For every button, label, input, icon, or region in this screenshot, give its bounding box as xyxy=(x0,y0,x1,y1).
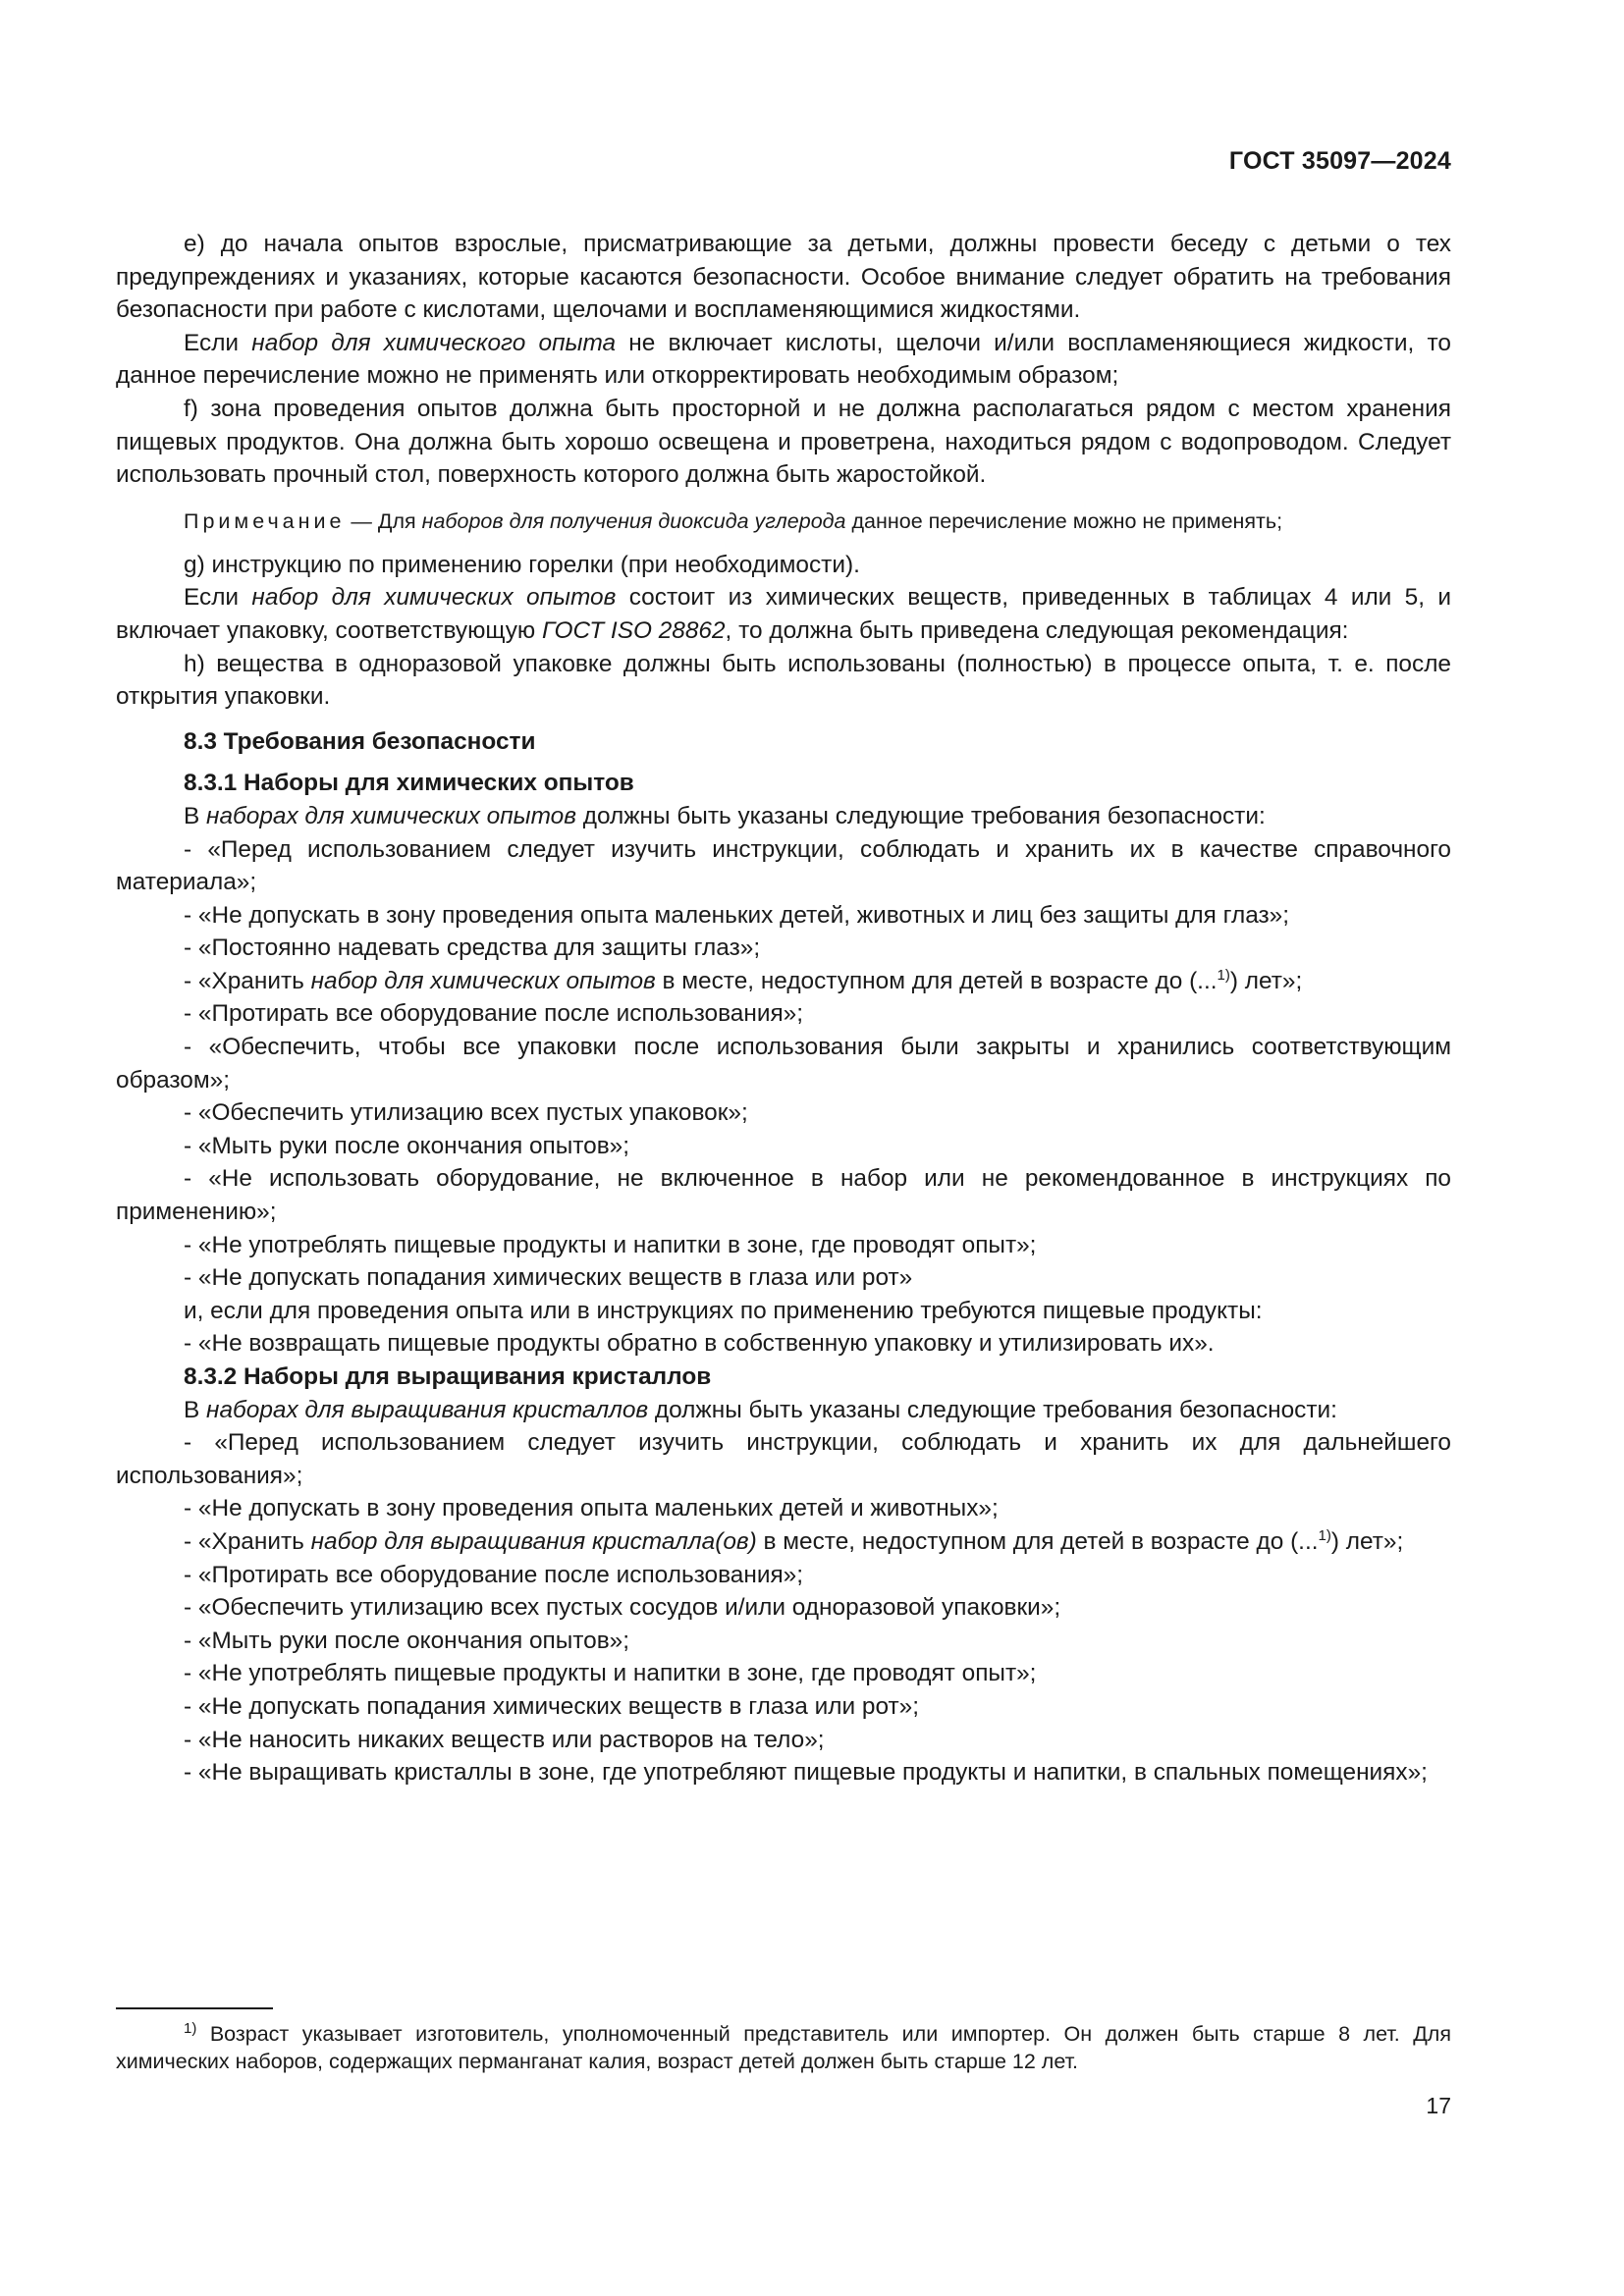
footnote-reference: 1) xyxy=(1318,1526,1331,1544)
list-item: - «Не допускать попадания химических веществ в глаза или рот»; xyxy=(184,1692,920,1720)
footnote-mark: 1) xyxy=(184,2019,197,2037)
document-header: ГОСТ 35097—2024 xyxy=(1228,147,1451,175)
list-item: - «Не употреблять пищевые продукты и напитки в зоне, где проводят опыт»; xyxy=(184,1231,1037,1258)
list-item: - «Мыть руки после окончания опытов»; xyxy=(184,1132,630,1159)
footnote: $^{1)}$ Возраст указывает изготовитель, уполномоченный представитель или импортер. Он должен быть старше 8 лет. Для химических наборов, содержащих перманганат калия, возраст детей должен быть старше 12 лет. xyxy=(116,2019,1451,2073)
document-body xyxy=(116,228,1451,1789)
paragraph-if-chemical-set: Если набор для химического опыта не включает кислоты, щелочи и/или воспламеняющиеся жидкости, то данное перечисление можно не применять или откорректировать необходимым образом; xyxy=(116,329,1451,390)
note: Примечание — Для наборов для получения диоксида углерода данное перечисление можно не применять; xyxy=(184,508,1283,533)
item-f: f) зона проведения опытов должна быть просторной и не должна располагаться рядом с местом хранения пищевых продуктов. Она должна быть хорошо освещена и проветрена, находиться рядом с водопроводом. Следует использовать прочный стол, поверхность которого должна быть жаростойкой. xyxy=(116,395,1451,489)
footnote-divider xyxy=(116,2007,273,2009)
list-item: - «Обеспечить утилизацию всех пустых упаковок»; xyxy=(184,1099,748,1127)
list-item: - «Перед использованием следует изучить инструкции, соблюдать и хранить их в качестве справочного материала»; xyxy=(116,835,1451,896)
list-item: - «Не допускать в зону проведения опыта маленьких детей, животных и лиц без защиты для глаз»; xyxy=(184,901,1290,929)
list-item: - «Не наносить никаких веществ или растворов на тело»; xyxy=(184,1726,825,1753)
list-item: - «Не допускать попадания химических веществ в глаза или рот» xyxy=(184,1264,913,1292)
section-8-3-1-intro: В наборах для химических опытов должны быть указаны следующие требования безопасности: xyxy=(184,802,1266,829)
food-condition-paragraph: и, если для проведения опыта или в инструкциях по применению требуются пищевые продукты: xyxy=(184,1297,1263,1324)
list-item: - «Не допускать в зону проведения опыта маленьких детей и животных»; xyxy=(184,1495,999,1522)
list-item: - «Не употреблять пищевые продукты и напитки в зоне, где проводят опыт»; xyxy=(184,1660,1037,1687)
item-h: h) вещества в одноразовой упаковке должны быть использованы (полностью) в процессе опыта, т. е. после открытия упаковки. xyxy=(116,650,1451,711)
section-heading-8-3-1: 8.3.1 Наборы для химических опытов xyxy=(184,770,634,797)
list-item: - «Обеспечить утилизацию всех пустых сосудов и/или одноразовой упаковки»; xyxy=(184,1594,1061,1622)
paragraph-if-chemical-experiments: Если набор для химических опытов состоит из химических веществ, приведенных в таблицах 4 или 5, и включает упаковку, соответствующую ГОСТ ISO 28862, то должна быть приведена следующая рекомендация: xyxy=(116,584,1452,644)
item-e: е) до начала опытов взрослые, присматривающие за детьми, должны провести беседу с детьми о тех предупреждениях и указаниях, которые касаются безопасности. Особое внимание следует обратить на требования безопасности при работе с кислотами, щелочами и воспламеняющимися жидкостями. xyxy=(116,231,1451,324)
list-item: - «Не возвращать пищевые продукты обратно в собственную упаковку и утилизировать их». xyxy=(184,1330,1215,1358)
section-heading-8-3-2: 8.3.2 Наборы для выращивания кристаллов xyxy=(184,1363,712,1390)
section-heading-8-3: 8.3 Требования безопасности xyxy=(184,727,536,755)
page-number: 17 xyxy=(1426,2093,1451,2118)
list-item: - «Постоянно надевать средства для защиты глаз»; xyxy=(184,934,761,962)
list-item: - «Протирать все оборудование после использования»; xyxy=(184,1000,804,1028)
list-item: - «Мыть руки после окончания опытов»; xyxy=(184,1627,630,1654)
list-item: - «Хранить набор для химических опытов в месте, недоступном для детей в возрасте до (...$^{1)}$) лет»; xyxy=(184,966,1303,994)
section-8-3-2-intro: В наборах для выращивания кристаллов должны быть указаны следующие требования безопасности: xyxy=(184,1396,1337,1423)
list-item: - «Обеспечить, чтобы все упаковки после использования были закрыты и хранились соответствующим образом»; xyxy=(116,1034,1451,1094)
footnote-reference: 1) xyxy=(1217,966,1230,984)
list-item: - «Хранить набор для выращивания кристалла(ов) в месте, недоступном для детей в возрасте до (...$^{1)}$) лет»; xyxy=(184,1526,1404,1555)
list-item: - «Протирать все оборудование после использования»; xyxy=(184,1561,804,1588)
item-g: g) инструкцию по применению горелки (при необходимости). xyxy=(184,551,860,578)
list-item: - «Перед использованием следует изучить инструкции, соблюдать и хранить их для дальнейшего использования»; xyxy=(116,1429,1451,1489)
list-item: - «Не использовать оборудование, не включенное в набор или не рекомендованное в инструкциях по применению»; xyxy=(116,1165,1451,1226)
list-item: - «Не выращивать кристаллы в зоне, где употребляют пищевые продукты и напитки, в спальных помещениях»; xyxy=(184,1759,1428,1787)
